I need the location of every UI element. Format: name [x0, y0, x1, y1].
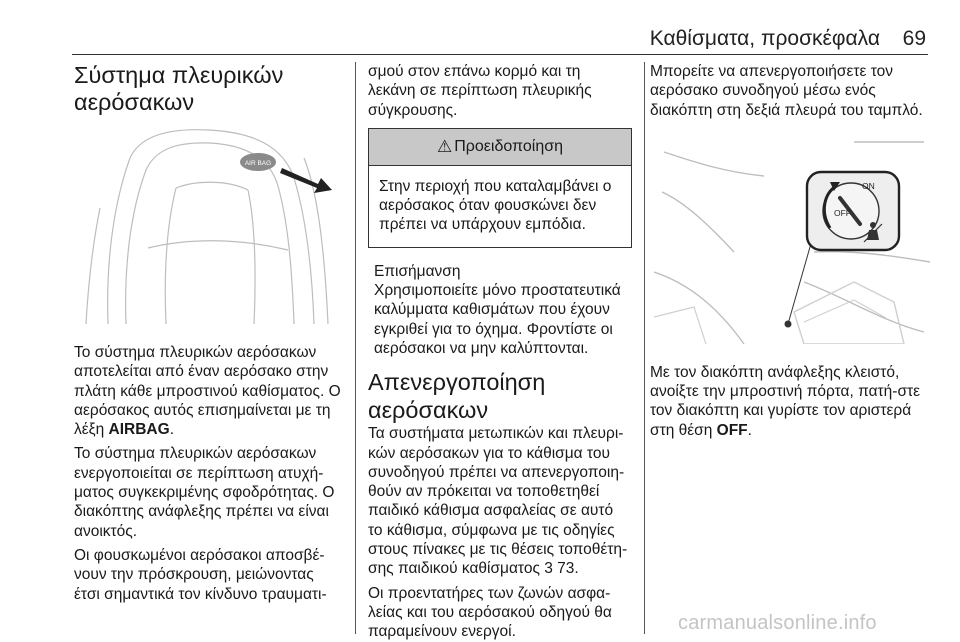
warning-header — [369, 129, 631, 166]
seat-airbag-illustration — [78, 118, 342, 324]
paragraph: Το σύστημα πλευρικών αερόσακων ενεργοποιείται σε περίπτωση ατυχή-ματος συγκεκριμένης σφοδρότητας. Ο διακόπτης ανάφλεξης πρέπει να είναι ανοικτός. — [74, 445, 335, 540]
paragraph: Μπορείτε να απενεργοποιήσετε τον αερόσακο συνοδηγού μέσω ενός διακόπτη στη δεξιά πλευρά του ταμπλό. — [650, 63, 923, 119]
warning-icon: ⚠ — [436, 136, 453, 156]
note-title: Επισήμανση — [374, 262, 461, 280]
paragraph: Το σύστημα πλευρικών αερόσακων αποτελείται από έναν αερόσακο στην πλάτη κάθε μπροστινού καθίσματος. Ο αερόσακος αυτός επισημαίνεται με τη λέξη AIRBAG. — [74, 344, 341, 439]
warning-title: Προειδοποίηση — [454, 137, 563, 155]
column-divider-1 — [355, 62, 356, 634]
paragraph: Οι προεντατήρες των ζωνών ασφα-λείας και του αερόσακού οδηγού θα παραμείνουν ενεργοί. — [368, 584, 612, 641]
switch-on-label: ON — [862, 180, 875, 191]
page-number: 69 — [902, 27, 926, 50]
paragraph: Τα συστήματα μετωπικών και πλευρι-κών αερόσακων για το κάθισμα του συνοδηγού πρέπει να απενεργοποιη-θούν αν πρόκειται να τοποθετηθεί παιδικό κάθισμα ασφαλείας σε αυτό το κάθισμα, σύμφωνα με τις οδηγίες στους πίνακες με τις θέσεις τοποθέτη-σης παιδικού καθίσματος 3 73. — [368, 425, 628, 578]
running-header: Καθίσματα, προσκέφαλα — [649, 27, 880, 50]
airbag-switch-illustration — [654, 132, 930, 344]
airbag-badge-text: AIR BAG — [244, 160, 272, 167]
section-heading-side-airbag: Σύστημα πλευρικών αερόσακων — [74, 62, 284, 115]
pointer-arrow-icon — [280, 168, 332, 193]
passenger-airbag-icon — [870, 222, 876, 228]
page-header — [0, 0, 960, 52]
paragraph: Οι φουσκωμένοι αερόσακοι αποσβέ-νουν την πρόσκρουση, μειώνοντας έτσι σημαντικά τον κίνδυνο τραυματι- — [74, 546, 327, 603]
note-body: Χρησιμοποιείτε μόνο προστατευτικά καλύμματα καθισμάτων που έχουν εγκριθεί για το όχημα. Φροντίστε οι αερόσακοι να μην καλύπτονται. — [374, 282, 621, 357]
column-2 — [368, 62, 630, 642]
switch-off-label: OFF — [834, 207, 851, 218]
column-divider-2 — [644, 62, 645, 634]
header-rule — [72, 54, 928, 55]
warning-box — [368, 128, 632, 248]
page-reference: 3 73. — [544, 560, 579, 578]
warning-body: Στην περιοχή που καταλαμβάνει ο αερόσακος όταν φουσκώνει δεν πρέπει να υπάρχουν εμπόδια. — [379, 177, 612, 234]
paragraph: σμού στον επάνω κορμό και τη λεκάνη σε περίπτωση πλευρικής σύγκρουσης. — [368, 63, 592, 119]
section-heading-deactivation: Απενεργοποίηση αερόσακων — [368, 369, 546, 424]
watermark-text: carmanualsonline.info — [678, 612, 877, 634]
paragraph: Με τον διακόπτη ανάφλεξης κλειστό, ανοίξτε την μπροστινή πόρτα, πατή-στε τον διακόπτη και γυρίστε τον αριστερά στη θέση OFF. — [650, 363, 921, 439]
leader-line — [788, 240, 812, 324]
column-3 — [650, 62, 930, 440]
section-deactivation — [368, 368, 630, 641]
column-1 — [74, 62, 342, 604]
